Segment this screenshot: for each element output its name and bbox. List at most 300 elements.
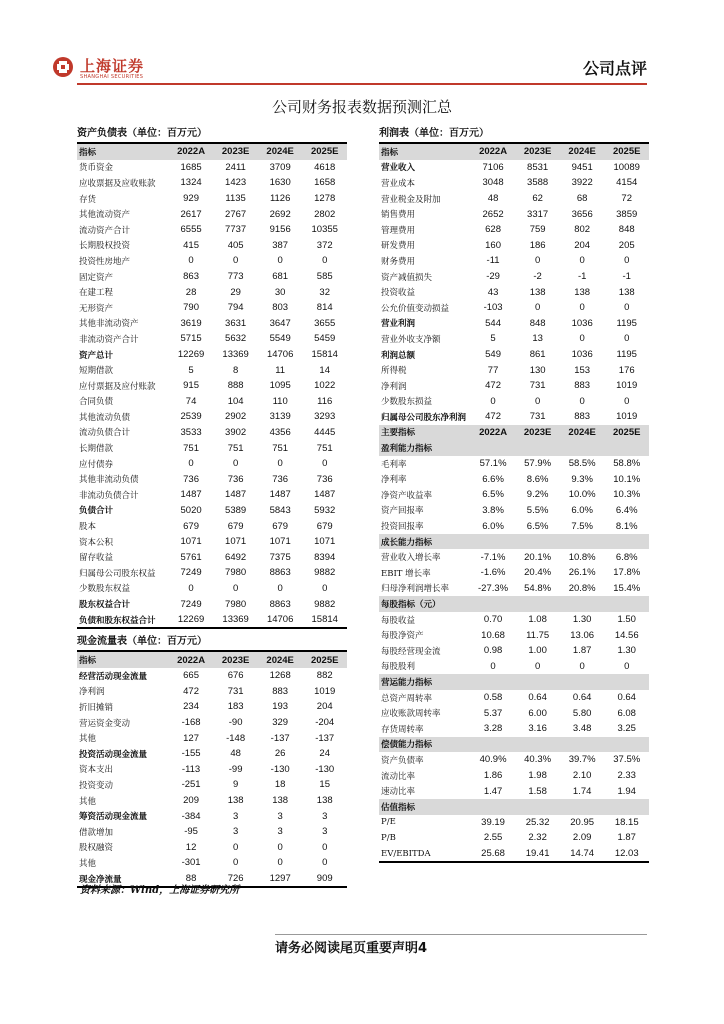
cell-value: 0 bbox=[277, 582, 283, 594]
cell-value: 736 bbox=[227, 473, 244, 485]
cell-value: 17.8% bbox=[613, 567, 641, 579]
cell-value: 9156 bbox=[269, 224, 291, 236]
cell-value: 1487 bbox=[269, 489, 291, 501]
row-label: 借款增加 bbox=[79, 827, 114, 838]
row-label: 投资回报率 bbox=[381, 522, 424, 533]
cell-value: 1071 bbox=[180, 536, 202, 548]
table-row bbox=[379, 456, 649, 472]
balance-sheet-table bbox=[77, 144, 347, 629]
cell-value: 2539 bbox=[180, 411, 202, 423]
table-row bbox=[379, 378, 649, 394]
cell-value: 3859 bbox=[616, 208, 638, 220]
row-label: 资产回报率 bbox=[381, 506, 424, 517]
cell-value: 39.19 bbox=[481, 816, 505, 828]
column-header: 2022A bbox=[169, 144, 214, 160]
cell-value bbox=[471, 799, 516, 815]
cell-value: 186 bbox=[529, 239, 546, 251]
cell-value: 10.3% bbox=[613, 489, 641, 501]
cell-value: 3.28 bbox=[483, 723, 503, 735]
cell-value: -2 bbox=[533, 271, 542, 283]
cell-value: 1268 bbox=[269, 670, 291, 682]
cell-value: 39.7% bbox=[568, 754, 596, 766]
cell-value: 14.74 bbox=[560, 846, 605, 863]
cell-value: 6.5% bbox=[526, 520, 549, 532]
cell-value: 0 bbox=[322, 857, 328, 869]
row-label: 投资变动 bbox=[79, 780, 114, 791]
table-row bbox=[77, 331, 347, 347]
column-header: 2022A bbox=[169, 652, 214, 668]
cell-value: 0 bbox=[277, 841, 283, 853]
cell-value: 12 bbox=[185, 841, 197, 853]
row-label: EV/EBITDA bbox=[379, 846, 471, 863]
row-label: P/B bbox=[381, 832, 396, 843]
cell-value: 138 bbox=[272, 795, 289, 807]
table-row bbox=[379, 549, 649, 565]
cell-value: 193 bbox=[272, 701, 289, 713]
cell-value: 544 bbox=[485, 317, 501, 329]
row-label: 货币资金 bbox=[79, 163, 114, 174]
cell-value: 5715 bbox=[180, 333, 202, 345]
table-row bbox=[379, 409, 649, 425]
cell-value bbox=[604, 440, 649, 456]
cell-value: 7375 bbox=[269, 551, 291, 563]
cell-value: 13.06 bbox=[570, 629, 595, 641]
cell-value: 62 bbox=[532, 193, 543, 205]
cell-value bbox=[471, 674, 516, 690]
cell-value: 0 bbox=[277, 255, 283, 267]
row-label: 每股净资产 bbox=[381, 631, 424, 642]
cell-value: -1.6% bbox=[480, 567, 506, 579]
cell-value: 8531 bbox=[527, 161, 549, 173]
cell-value: 0 bbox=[277, 458, 283, 470]
section-row bbox=[379, 674, 649, 690]
cell-value: 153 bbox=[574, 364, 591, 376]
cell-value: -204 bbox=[315, 717, 335, 729]
cell-value: 1.98 bbox=[528, 770, 547, 782]
cell-value: 8863 bbox=[269, 567, 291, 579]
cell-value: 160 bbox=[485, 239, 501, 251]
column-header: 指标 bbox=[77, 652, 169, 668]
income-statement-title: 利润表（单位：百万元） bbox=[379, 125, 649, 144]
table-row bbox=[379, 471, 649, 487]
cell-value bbox=[560, 440, 605, 456]
cell-value bbox=[471, 534, 516, 550]
row-label: 管理费用 bbox=[381, 225, 416, 236]
cell-value: 679 bbox=[227, 520, 244, 532]
cell-value: 1036 bbox=[571, 349, 593, 361]
row-label: 留存收益 bbox=[79, 553, 114, 564]
cell-value: 888 bbox=[227, 380, 244, 392]
cell-value: 40.9% bbox=[479, 754, 507, 766]
cell-value: 127 bbox=[183, 732, 199, 744]
section-row bbox=[379, 534, 649, 550]
cell-value: 6.5% bbox=[482, 489, 504, 501]
row-label: 每股收益 bbox=[381, 615, 416, 626]
cell-value: 5.5% bbox=[526, 504, 549, 516]
table-row bbox=[379, 565, 649, 581]
cell-value: 0 bbox=[624, 395, 630, 407]
cell-value: 15814 bbox=[302, 612, 347, 629]
cell-value: 329 bbox=[272, 717, 289, 729]
cell-value: 1423 bbox=[225, 177, 247, 189]
cell-value: 8 bbox=[232, 364, 239, 376]
cell-value: 8.1% bbox=[615, 520, 638, 532]
cell-value: 676 bbox=[227, 670, 244, 682]
row-label: 偿债能力指标 bbox=[379, 737, 471, 753]
cell-value: 12.03 bbox=[604, 846, 649, 863]
column-header: 2025E bbox=[604, 144, 649, 160]
cell-value: 5632 bbox=[225, 333, 247, 345]
cell-value bbox=[515, 737, 560, 753]
cell-value bbox=[471, 737, 516, 753]
row-label: 营业成本 bbox=[381, 178, 416, 189]
cell-value: 3 bbox=[322, 810, 328, 822]
cell-value: 415 bbox=[183, 239, 199, 251]
cell-value: 848 bbox=[529, 317, 546, 329]
cell-value: 3 bbox=[322, 826, 328, 838]
row-label: 其他流动负债 bbox=[79, 412, 131, 423]
cell-value: -384 bbox=[181, 810, 201, 822]
cell-value: 138 bbox=[529, 286, 546, 298]
cell-value: 48 bbox=[487, 193, 499, 205]
cell-value: 405 bbox=[227, 239, 244, 251]
cell-value: 77 bbox=[487, 364, 499, 376]
cell-value: 4356 bbox=[269, 426, 291, 438]
cell-value: 1071 bbox=[225, 536, 247, 548]
cell-value: 3922 bbox=[571, 177, 593, 189]
column-header: 指标 bbox=[379, 144, 471, 160]
table-row bbox=[77, 222, 347, 238]
cell-value: 3048 bbox=[482, 177, 504, 189]
cell-value: 909 bbox=[302, 871, 347, 888]
cell-value: 2802 bbox=[314, 208, 336, 220]
column-header: 主要指标 bbox=[379, 425, 471, 441]
table-row bbox=[77, 394, 347, 410]
row-label: 净资产收益率 bbox=[381, 490, 433, 501]
cell-value: 7980 bbox=[225, 567, 247, 579]
cell-value bbox=[604, 737, 649, 753]
section-row bbox=[379, 799, 649, 815]
cell-value: 731 bbox=[227, 685, 244, 697]
cell-value: 3656 bbox=[571, 208, 593, 220]
cell-value: 2767 bbox=[225, 208, 247, 220]
row-label: 其他 bbox=[79, 734, 97, 745]
cell-value: 736 bbox=[316, 473, 333, 485]
row-label: 营运资金变动 bbox=[79, 718, 131, 729]
table-row bbox=[77, 362, 347, 378]
row-label: 每股经营现金流 bbox=[381, 646, 441, 657]
row-label: 估值指标 bbox=[379, 799, 471, 815]
cell-value: 549 bbox=[485, 349, 501, 361]
balance-sheet-title: 资产负债表（单位：百万元） bbox=[77, 125, 347, 144]
cell-value: 726 bbox=[213, 871, 258, 888]
cell-value: 43 bbox=[487, 286, 499, 298]
table-row bbox=[77, 762, 347, 778]
cell-value: 0 bbox=[188, 458, 194, 470]
table-row bbox=[77, 855, 347, 871]
table-row bbox=[77, 503, 347, 519]
cell-value: 18 bbox=[274, 779, 286, 791]
row-label: 筹资活动现金流量 bbox=[79, 812, 148, 823]
cell-value: 19.41 bbox=[515, 846, 560, 863]
cell-value: 1.86 bbox=[483, 770, 503, 782]
row-label: 资产减值损失 bbox=[381, 272, 433, 283]
cell-value: 915 bbox=[183, 380, 199, 392]
logo-text: 上海证券 bbox=[80, 57, 145, 75]
column-header: 2024E bbox=[258, 144, 303, 160]
cell-value: -148 bbox=[226, 732, 246, 744]
table-row bbox=[77, 456, 347, 472]
cell-value: 0.98 bbox=[483, 645, 503, 657]
row-label: 股权融资 bbox=[79, 843, 114, 854]
cell-value bbox=[604, 534, 649, 550]
cell-value: -90 bbox=[228, 717, 243, 729]
cell-value: 40.3% bbox=[524, 754, 552, 766]
row-label: 股本 bbox=[79, 522, 97, 533]
table-row bbox=[77, 378, 347, 394]
table-row bbox=[77, 549, 347, 565]
row-label: 净利润 bbox=[79, 687, 105, 698]
cell-value: 3.16 bbox=[528, 723, 547, 735]
cell-value: 736 bbox=[272, 473, 289, 485]
cell-value: 1019 bbox=[616, 380, 638, 392]
cell-value: 11.75 bbox=[526, 629, 550, 641]
table-row bbox=[379, 721, 649, 737]
cell-value bbox=[515, 799, 560, 815]
cell-value: 1071 bbox=[314, 536, 336, 548]
cell-value: 472 bbox=[485, 411, 501, 423]
cell-value: 861 bbox=[529, 349, 546, 361]
cell-value: 863 bbox=[183, 271, 199, 283]
cell-value: 204 bbox=[316, 701, 333, 713]
cell-value: -27.3% bbox=[478, 582, 509, 594]
cell-value: 372 bbox=[316, 239, 333, 251]
cell-value: 3619 bbox=[180, 317, 202, 329]
table-row bbox=[379, 284, 649, 300]
row-label: 资本支出 bbox=[79, 765, 114, 776]
table-row bbox=[379, 846, 649, 863]
cell-value: -130 bbox=[270, 763, 290, 775]
cell-value: -301 bbox=[181, 857, 201, 869]
row-label: 其他非流动资产 bbox=[79, 319, 139, 330]
data-source-note: 资料来源：Wind，上海证券研究所 bbox=[80, 885, 240, 896]
cell-value: 2.32 bbox=[528, 832, 547, 844]
cell-value: 1019 bbox=[314, 685, 336, 697]
cell-value: 15 bbox=[319, 779, 330, 791]
cell-value: 3.8% bbox=[482, 504, 504, 516]
table-row bbox=[77, 487, 347, 503]
cell-value bbox=[560, 737, 605, 753]
cell-value: 751 bbox=[183, 442, 199, 454]
footer-disclaimer: 请务必阅读尾页重要声明4 bbox=[275, 941, 428, 956]
cell-value: 882 bbox=[316, 670, 333, 682]
cell-value: 4154 bbox=[616, 177, 638, 189]
cell-value: -11 bbox=[486, 255, 500, 267]
cell-value: -1 bbox=[577, 271, 587, 283]
table-row bbox=[77, 316, 347, 332]
cell-value: 0 bbox=[490, 660, 496, 672]
cell-value: 1.87 bbox=[617, 832, 636, 844]
cell-value: 3533 bbox=[180, 426, 202, 438]
row-label: 负债合计 bbox=[79, 506, 114, 517]
cell-value: 9882 bbox=[314, 598, 336, 610]
cell-value: -103 bbox=[483, 302, 503, 314]
row-label: 股东权益合计 bbox=[79, 600, 131, 611]
cell-value: 3709 bbox=[269, 161, 291, 173]
cell-value: 74 bbox=[185, 395, 197, 407]
table-row bbox=[379, 659, 649, 675]
table-row bbox=[379, 269, 649, 285]
cell-value: 26.1% bbox=[568, 567, 596, 579]
cell-value: 0 bbox=[232, 255, 239, 267]
row-label: 少数股东损益 bbox=[381, 397, 433, 408]
cell-value: 679 bbox=[183, 520, 199, 532]
cell-value: 110 bbox=[272, 395, 288, 407]
table-row bbox=[379, 160, 649, 176]
cell-value: 9.3% bbox=[571, 473, 593, 485]
cell-value: -137 bbox=[270, 732, 290, 744]
cell-value: 5.80 bbox=[572, 707, 592, 719]
cell-value: 37.5% bbox=[613, 754, 641, 766]
cell-value: 28 bbox=[185, 286, 197, 298]
cell-value bbox=[515, 534, 560, 550]
table-row bbox=[379, 830, 649, 846]
row-label: 应付票据及应付账款 bbox=[79, 381, 156, 392]
cell-value: 6.00 bbox=[528, 707, 547, 719]
table-row bbox=[77, 808, 347, 824]
cell-value: 773 bbox=[227, 271, 244, 283]
cell-value: 6.0% bbox=[482, 520, 504, 532]
cell-value: 0 bbox=[579, 395, 585, 407]
cell-value: 104 bbox=[227, 395, 244, 407]
column-header: 2022A bbox=[471, 144, 516, 160]
cell-value: 5389 bbox=[225, 504, 247, 516]
cell-value: 2411 bbox=[225, 161, 246, 173]
cell-value: 204 bbox=[574, 239, 591, 251]
cell-value: 665 bbox=[183, 670, 199, 682]
row-label: 营业税金及附加 bbox=[381, 194, 441, 205]
cell-value: 15814 bbox=[311, 349, 338, 361]
cell-value: 3588 bbox=[527, 177, 549, 189]
row-label: 财务费用 bbox=[381, 256, 416, 267]
row-label: 销售费用 bbox=[381, 210, 416, 221]
cell-value: 138 bbox=[316, 795, 333, 807]
table-row bbox=[379, 206, 649, 222]
cell-value: 10.68 bbox=[481, 629, 505, 641]
cell-value: 9451 bbox=[571, 161, 593, 173]
cell-value: 1487 bbox=[225, 489, 247, 501]
cell-value bbox=[604, 674, 649, 690]
shanghai-securities-logo-icon bbox=[52, 56, 74, 78]
logo-english-text: SHANGHAI SECURITIES bbox=[80, 74, 144, 80]
table-row bbox=[379, 503, 649, 519]
table-row bbox=[379, 222, 649, 238]
key-ratios-table bbox=[379, 425, 649, 864]
cell-value: 848 bbox=[618, 224, 635, 236]
cell-value bbox=[471, 440, 516, 456]
cell-value: 0 bbox=[490, 395, 496, 407]
table-row bbox=[77, 596, 347, 612]
cell-value: 138 bbox=[574, 286, 591, 298]
row-label: 应收票据及应收账款 bbox=[79, 178, 156, 189]
cell-value: 0.64 bbox=[617, 692, 636, 704]
cell-value: 0 bbox=[232, 857, 239, 869]
cell-value: 6555 bbox=[180, 224, 202, 236]
cell-value: 5 bbox=[490, 333, 496, 345]
table-row bbox=[379, 627, 649, 643]
cell-value: 0.58 bbox=[483, 692, 503, 704]
cell-value: 3655 bbox=[314, 317, 336, 329]
cell-value: 0.64 bbox=[572, 692, 592, 704]
table-row bbox=[77, 565, 347, 581]
cell-value: 387 bbox=[272, 239, 289, 251]
cell-value: 7106 bbox=[482, 161, 504, 173]
cell-value bbox=[515, 596, 560, 612]
cell-value: 1.47 bbox=[483, 785, 503, 797]
table-row bbox=[77, 238, 347, 254]
cell-value: 25.32 bbox=[525, 816, 550, 828]
cell-value: -155 bbox=[181, 748, 201, 760]
cell-value: 1135 bbox=[225, 193, 246, 205]
cell-value: 1324 bbox=[180, 177, 202, 189]
row-label: 其他流动资产 bbox=[79, 210, 131, 221]
cell-value: 5843 bbox=[269, 504, 291, 516]
cell-value: -1 bbox=[622, 271, 631, 283]
cell-value: 68 bbox=[576, 193, 588, 205]
row-label: 所得税 bbox=[381, 366, 407, 377]
cell-value: 7249 bbox=[180, 598, 202, 610]
cell-value: 0 bbox=[322, 841, 328, 853]
table-row bbox=[77, 425, 347, 441]
cell-value: 130 bbox=[529, 364, 546, 376]
cell-value: 5549 bbox=[269, 333, 291, 345]
row-label: 总资产周转率 bbox=[381, 693, 433, 704]
table-row bbox=[379, 612, 649, 628]
cell-value: 2.55 bbox=[483, 832, 503, 844]
cell-value: 0 bbox=[232, 582, 239, 594]
cell-value: 8.6% bbox=[526, 473, 549, 485]
cell-value: 1297 bbox=[258, 871, 303, 888]
row-label: 流动负债合计 bbox=[79, 428, 131, 439]
table-row bbox=[77, 175, 347, 191]
cell-value: 1487 bbox=[314, 489, 336, 501]
cell-value: 183 bbox=[227, 701, 244, 713]
cell-value: 628 bbox=[485, 224, 501, 236]
row-label: 应付债券 bbox=[79, 459, 114, 470]
row-label: 其他非流动负债 bbox=[79, 475, 139, 486]
cell-value: -251 bbox=[181, 779, 201, 791]
cell-value: 929 bbox=[183, 193, 199, 205]
row-label: 存货 bbox=[79, 194, 97, 205]
row-label: 研发费用 bbox=[381, 241, 416, 252]
cell-value: 5932 bbox=[314, 504, 336, 516]
row-label: 应收账款周转率 bbox=[381, 709, 441, 720]
cell-value: 1.30 bbox=[572, 614, 592, 626]
table-row bbox=[77, 534, 347, 550]
table-row bbox=[379, 752, 649, 768]
row-label: EBIT 增长率 bbox=[381, 568, 431, 579]
section-row bbox=[379, 440, 649, 456]
row-label: 净利润 bbox=[381, 381, 407, 392]
row-label: 利润总额 bbox=[381, 350, 416, 361]
cell-value: 883 bbox=[574, 380, 591, 392]
row-label: 速动比率 bbox=[381, 787, 416, 798]
row-label: 公允价值变动损益 bbox=[381, 303, 450, 314]
table-row bbox=[379, 487, 649, 503]
cell-value: 0 bbox=[322, 582, 328, 594]
cell-value: 1022 bbox=[314, 380, 336, 392]
cell-value: 0.64 bbox=[528, 692, 547, 704]
